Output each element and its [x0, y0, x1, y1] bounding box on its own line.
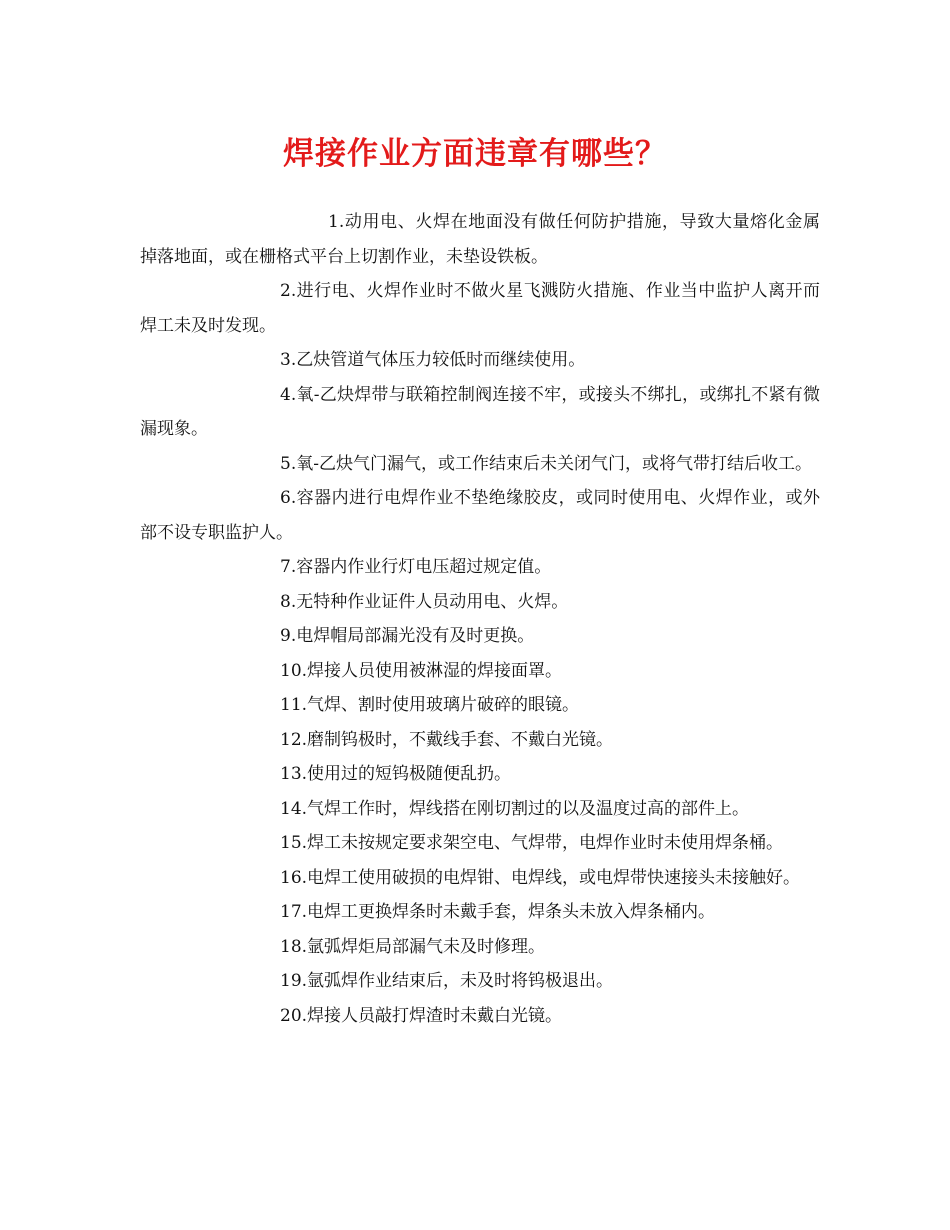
list-item: 16.电焊工使用破损的电焊钳、电焊线，或电焊带快速接头未接触好。 [280, 867, 801, 888]
list-item: 2.进行电、火焊作业时不做火星飞溅防火措施、作业当中监护人离开而焊工未及时发现。 [140, 281, 820, 336]
list-item: 4.氧-乙炔焊带与联箱控制阀连接不牢，或接头不绑扎，或绑扎不紧有微漏现象。 [140, 384, 820, 439]
list-item: 6.容器内进行电焊作业不垫绝缘胶皮，或同时使用电、火焊作业，或外部不设专职监护人。 [140, 488, 820, 543]
list-item: 12.磨制钨极时，不戴线手套、不戴白光镜。 [280, 729, 614, 750]
list-item: 9.电焊帽局部漏光没有及时更换。 [280, 626, 535, 646]
list-item: 17.电焊工更换焊条时未戴手套，焊条头未放入焊条桶内。 [280, 902, 716, 922]
list-item: 10.焊接人员使用被淋湿的焊接面罩。 [280, 660, 563, 681]
list-item: 1.动用电、火焊在地面没有做任何防护措施，导致大量熔化金属掉落地面，或在栅格式平台上切割作业，未垫设铁板。 [140, 212, 820, 267]
list-item: 13.使用过的短钨极随便乱扔。 [280, 764, 512, 784]
document-body [140, 205, 820, 1033]
list-item: 8.无特种作业证件人员动用电、火焊。 [280, 591, 569, 612]
list-item: 11.气焊、割时使用玻璃片破碎的眼镜。 [280, 695, 580, 715]
list-item: 18.氩弧焊炬局部漏气未及时修理。 [280, 936, 546, 957]
list-item: 3.乙炔管道气体压力较低时而继续使用。 [280, 350, 586, 370]
list-item: 20.焊接人员敲打焊渣时未戴白光镜。 [280, 1005, 563, 1026]
list-item: 5.氧-乙炔气门漏气，或工作结束后未关闭气门，或将气带打结后收工。 [280, 453, 812, 474]
list-item: 15.焊工未按规定要求架空电、气焊带，电焊作业时未使用焊条桶。 [280, 833, 784, 853]
list-item: 7.容器内作业行灯电压超过规定值。 [280, 557, 552, 577]
document-title: 焊接作业方面违章有哪些？ [283, 136, 667, 172]
list-item: 14.气焊工作时，焊线搭在刚切割过的以及温度过高的部件上。 [280, 798, 750, 819]
list-item: 19.氩弧焊作业结束后，未及时将钨极退出。 [280, 971, 614, 991]
